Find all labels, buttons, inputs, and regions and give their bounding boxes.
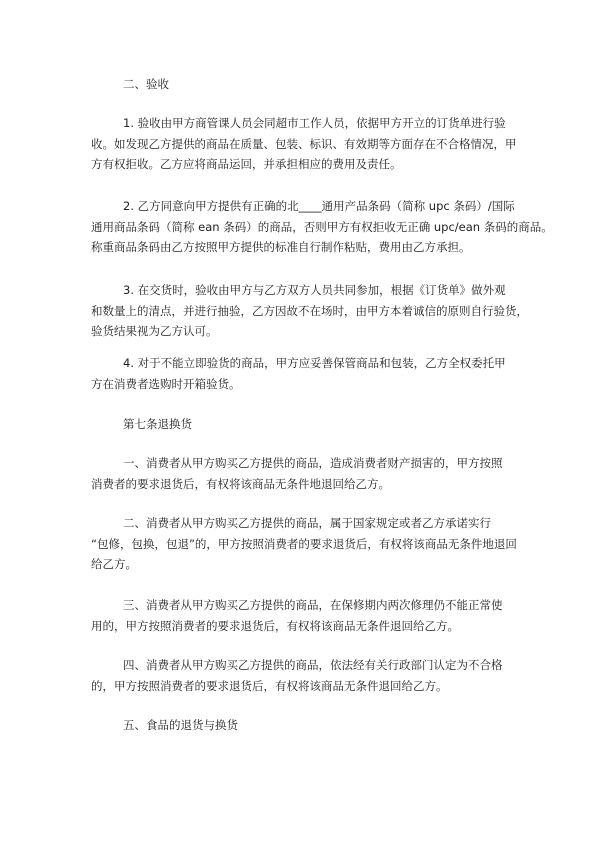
text-line: 消费者的要求退货后，有权将该商品无条件地退回给乙方。	[91, 476, 390, 491]
text-line: 称重商品条码由乙方按照甲方提供的标准自行制作粘贴，费用由乙方承担。	[91, 240, 471, 254]
paragraph-acceptance-1	[91, 115, 521, 177]
text-line: 的，甲方按照消费者的要求退货后，有权将该商品无条件退回给乙方。	[91, 678, 448, 693]
text-line: 2. 乙方同意向甲方提供有正确的北____通用产品条码（简称 upc 条码）/国际	[123, 199, 515, 213]
paragraph-return-1	[91, 455, 521, 496]
text-line: 用的，甲方按照消费者的要求退货后，有权将该商品无条件退回给乙方。	[91, 618, 459, 633]
text-line: 给乙方。	[91, 557, 137, 571]
paragraph-acceptance-4	[91, 355, 521, 396]
text-line: 收。如发现乙方提供的商品在质量、包装、标识、有效期等方面存在不合格情况，甲	[91, 136, 517, 151]
text-line: 二、消费者从甲方购买乙方提供的商品，属于国家规定或者乙方承诺实行	[123, 516, 491, 530]
text-line: 方在消费者选购时开箱验货。	[91, 376, 241, 391]
paragraph-acceptance-2	[91, 198, 553, 260]
text-line: 三、消费者从甲方购买乙方提供的商品，在保修期内两次修理仍不能正常使	[123, 598, 503, 612]
text-line: 验货结果视为乙方认可。	[91, 324, 218, 338]
text-line: 4. 对于不能立即验货的商品，甲方应妥善保管商品和包装，乙方全权委托甲	[123, 356, 506, 370]
section-heading-article-7: 第七条退换货	[123, 417, 192, 431]
section-heading-food-returns: 五、食品的退货与换货	[123, 718, 238, 732]
text-line: 3. 在交货时，验收由甲方与乙方双方人员共同参加，根据《订货单》做外观	[123, 283, 506, 297]
section-heading-acceptance: 二、验收	[123, 77, 169, 91]
paragraph-return-4	[91, 657, 521, 698]
text-line: “包修，包换，包退”的，甲方按照消费者的要求退货后，有权将该商品无条件地退回	[91, 536, 517, 551]
text-line: 通用商品条码（简称 ean 条码）的商品，否则甲方有权拒收无正确 upc/ean 条码的商品。	[91, 219, 553, 234]
text-line: 四、消费者从甲方购买乙方提供的商品，依法经有关行政部门认定为不合格	[123, 658, 503, 672]
text-line: 一、消费者从甲方购买乙方提供的商品，造成消费者财产损害的，甲方按照	[123, 456, 503, 470]
text-line: 方有权拒收。乙方应将商品运回，并承担相应的费用及责任。	[91, 157, 402, 171]
text-line: 和数量上的清点，并进行抽验，乙方因故不在场时，由甲方本着诚信的原则自行验货，	[91, 303, 528, 318]
paragraph-return-2	[91, 515, 521, 577]
text-line: 1. 验收由甲方商管课人员会同超市工作人员，依据甲方开立的订货单进行验	[123, 116, 506, 130]
paragraph-return-3	[91, 597, 521, 638]
paragraph-acceptance-3	[91, 282, 528, 344]
